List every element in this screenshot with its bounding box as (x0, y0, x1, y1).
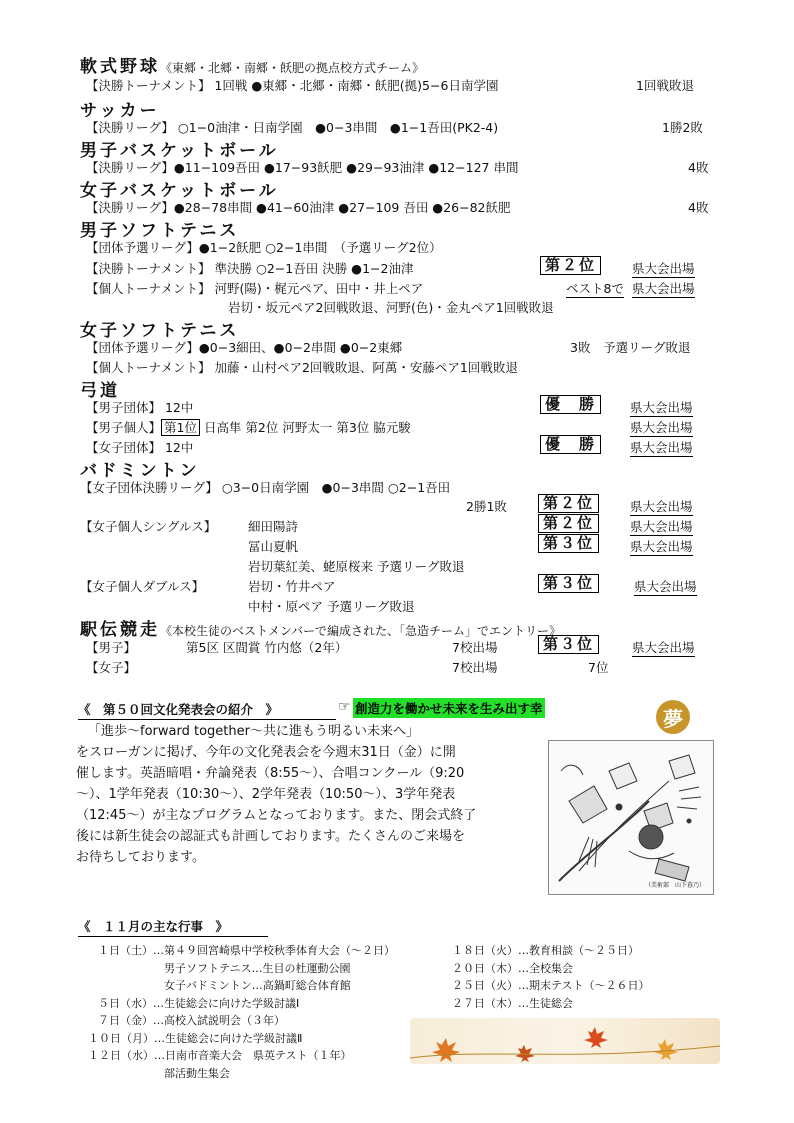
kyudo-first-place: 第1位 (161, 419, 200, 436)
events-left-list (88, 942, 395, 1082)
badminton-doubles-1: 岩切・竹井ペア (248, 579, 336, 594)
softball-result: 1回戦敗退 (636, 78, 694, 93)
culture-paragraph-6: 後には新生徒会の認証式も計画しております。たくさんのご来場を (76, 829, 465, 844)
art-caption: （美術部 山下暮乃） (645, 882, 706, 889)
msoft-line-4: 岩切・坂元ペア2回戦敗退、河野(色)・金丸ペア1回戦敗退 (228, 300, 554, 315)
culture-paragraph-2: をスローガンに掲げ、今年の文化発表会を今週末31日（金）に開 (76, 745, 456, 760)
msoft-rank-badge: 第２位 (540, 256, 601, 275)
ekiden-girls-rank: 7位 (588, 660, 609, 675)
ekiden-boys-label: 【男子】 (86, 640, 137, 655)
culture-paragraph-5: （12:45～）が主なプログラムとなっております。また、閉会式終了 (76, 808, 477, 823)
badminton-record: 2勝1敗 (466, 499, 507, 514)
msoft-prefectural-1: 県大会出場 (632, 261, 695, 276)
ekiden-boys-detail: 第5区 区間賞 竹内悠（2年） (186, 640, 348, 655)
event-item: １２日（水）…日南市音楽大会 県英テスト（１年） (88, 1049, 352, 1062)
dream-badge: 夢 (656, 700, 690, 734)
wbasket-title: 女子バスケットボール (80, 181, 279, 201)
badminton-doubles-badge: 第３位 (538, 574, 599, 593)
wsoft-line-1: 【団体予選リーグ】●0−3細田、●0−2串間 ●0−2東郷 (86, 340, 403, 355)
event-item: ２０日（木）…全校集会 (452, 961, 573, 975)
ekiden-boys-teams: 7校出場 (452, 640, 498, 655)
culture-paragraph-1: 「進歩～forward together～共に進もう明るい未来へ」 (88, 724, 419, 739)
wbasket-line-1: 【決勝リーグ】●28−78串間 ●41−60油津 ●27−109 吾田 ●26−82飫肥 (86, 200, 511, 215)
kyudo-win-badge-1: 優 勝 (540, 395, 601, 414)
msoft-prefectural-2: 県大会出場 (632, 281, 695, 296)
wbasket-result: 4敗 (688, 200, 709, 215)
kyudo-prefectural-3: 県大会出場 (630, 440, 693, 455)
events-right-list (452, 942, 650, 1012)
events-title: 《 １１月の主な行事 》 (78, 917, 268, 937)
soccer-result: 1勝2敗 (662, 120, 703, 135)
badminton-singles-3: 岩切葉紅美、蛯原桜来 予選リーグ敗退 (248, 559, 465, 574)
softball-subtitle: 《東郷・北郷・南郷・飫肥の拠点校方式チーム》 (160, 61, 425, 75)
wsoft-result: 3敗 予選リーグ敗退 (570, 340, 691, 355)
ekiden-subtitle: 《本校生徒のベストメンバーで編成された、「急造チーム」でエントリー》 (160, 624, 562, 638)
kyudo-men-individual-label: 【男子個人】 (86, 420, 162, 435)
ekiden-heading (80, 615, 561, 640)
kyudo-line-2 (86, 418, 411, 436)
event-item: ２５日（火）…期末テスト（～２６日） (452, 979, 650, 992)
soccer-title: サッカー (80, 101, 160, 121)
kyudo-line-3: 【女子団体】 12中 (86, 440, 194, 455)
event-item: 部活動生集会 (98, 1066, 230, 1080)
culture-slogan-highlight: 創造力を働かせ未来を生み出す幸 (353, 698, 545, 718)
msoft-title: 男子ソフトテニス (80, 221, 240, 241)
badminton-line-1: 【女子団体決勝リーグ】 ○3−0日南学園 ●0−3串間 ○2−1吾田 (80, 480, 451, 495)
badminton-singles-2: 冨山夏帆 (248, 539, 299, 554)
wsoft-line-2: 【個人トーナメント】 加藤・山村ペア2回戦敗退、阿萬・安藤ペア1回戦敗退 (86, 360, 518, 375)
mbasket-title: 男子バスケットボール (80, 141, 279, 161)
badminton-singles-badge-2: 第３位 (538, 534, 599, 553)
softball-line-1: 【決勝トーナメント】 1回戦 ●東郷・北郷・南郷・飫肥(拠)5−6日南学園 (86, 78, 499, 93)
event-item: ７日（金）…高校入試説明会（３年） (98, 1014, 285, 1027)
kyudo-title: 弓道 (80, 381, 120, 401)
soccer-line-1: 【決勝リーグ】 ○1−0油津・日南学園 ●0−3串間 ●1−1吾田(PK2-4) (86, 120, 499, 135)
culture-paragraph-3: 催します。英語暗唱・弁論発表（8:55～）、合唱コンクール（9:20 (76, 766, 465, 781)
softball-heading (80, 52, 424, 77)
ekiden-title: 駅伝競走 (80, 620, 160, 640)
culture-title: 《 第５０回文化発表会の紹介 》 (78, 700, 336, 720)
mbasket-line-1: 【決勝リーグ】●11−109吾田 ●17−93飫肥 ●29−93油津 ●12−127 串間 (86, 160, 519, 175)
softball-title: 軟式野球 (80, 57, 160, 77)
badminton-prefectural-1: 県大会出場 (630, 499, 693, 514)
event-item: ２７日（木）…生徒総会 (452, 996, 573, 1010)
badminton-prefectural-2: 県大会出場 (630, 519, 693, 534)
ekiden-girls-label: 【女子】 (86, 660, 137, 675)
badminton-doubles-2: 中村・原ペア 予選リーグ敗退 (248, 599, 415, 614)
event-item: 女子バドミントン…高鍋町総合体育館 (98, 979, 351, 992)
ekiden-girls-teams: 7校出場 (452, 660, 498, 675)
ekiden-prefectural: 県大会出場 (632, 640, 695, 655)
maple-leaves-icon (410, 1018, 720, 1064)
kyudo-individual-names: 日高隼 第2位 河野太一 第3位 脇元駿 (203, 420, 411, 435)
badminton-team-badge: 第２位 (538, 494, 599, 513)
ekiden-boys-badge: 第３位 (538, 635, 599, 654)
msoft-line-2: 【決勝トーナメント】 準決勝 ○2−1吾田 決勝 ●1−2油津 (86, 261, 414, 276)
culture-paragraph-7: お待ちしております。 (76, 850, 205, 865)
kyudo-prefectural-1: 県大会出場 (630, 400, 693, 415)
event-item: ５日（水）…生徒総会に向けた学級討議Ⅰ (98, 996, 300, 1010)
badminton-prefectural-4: 県大会出場 (634, 579, 697, 594)
badminton-prefectural-3: 県大会出場 (630, 539, 693, 554)
event-item: 男子ソフトテニス…生目の杜運動公園 (98, 961, 351, 975)
art-drawing (549, 741, 713, 894)
pointing-hand-icon: ☞ (338, 699, 351, 715)
msoft-best8: ベスト8で (566, 281, 624, 296)
msoft-line-3: 【個人トーナメント】 河野(陽)・梶元ペア、田中・井上ペア (86, 281, 424, 296)
badminton-singles-1: 細田陽詩 (248, 519, 299, 534)
event-item: １８日（火）…教育相談（～２５日） (452, 944, 639, 957)
event-item: １日（土）…第４９回宮崎県中学校秋季体育大会（～２日） (98, 944, 395, 957)
art-illustration (548, 740, 714, 895)
mbasket-result: 4敗 (688, 160, 709, 175)
badminton-doubles-label: 【女子個人ダブルス】 (80, 579, 205, 594)
badminton-singles-label: 【女子個人シングルス】 (80, 519, 217, 534)
badminton-singles-badge-1: 第２位 (538, 514, 599, 533)
kyudo-prefectural-2: 県大会出場 (630, 420, 693, 435)
culture-paragraph-4: ～）、1学年発表（10:30～）、2学年発表（10:50～）、3学年発表 (76, 787, 456, 802)
autumn-leaves-banner (410, 1018, 720, 1064)
event-item: １０日（月）…生徒総会に向けた学級討議Ⅱ (88, 1031, 303, 1045)
kyudo-win-badge-2: 優 勝 (540, 435, 601, 454)
wsoft-title: 女子ソフトテニス (80, 321, 240, 341)
kyudo-line-1: 【男子団体】 12中 (86, 400, 194, 415)
badminton-title: バドミントン (80, 461, 200, 481)
msoft-line-1: 【団体予選リーグ】●1−2飫肥 ○2−1串間 （予選リーグ2位） (86, 240, 442, 255)
